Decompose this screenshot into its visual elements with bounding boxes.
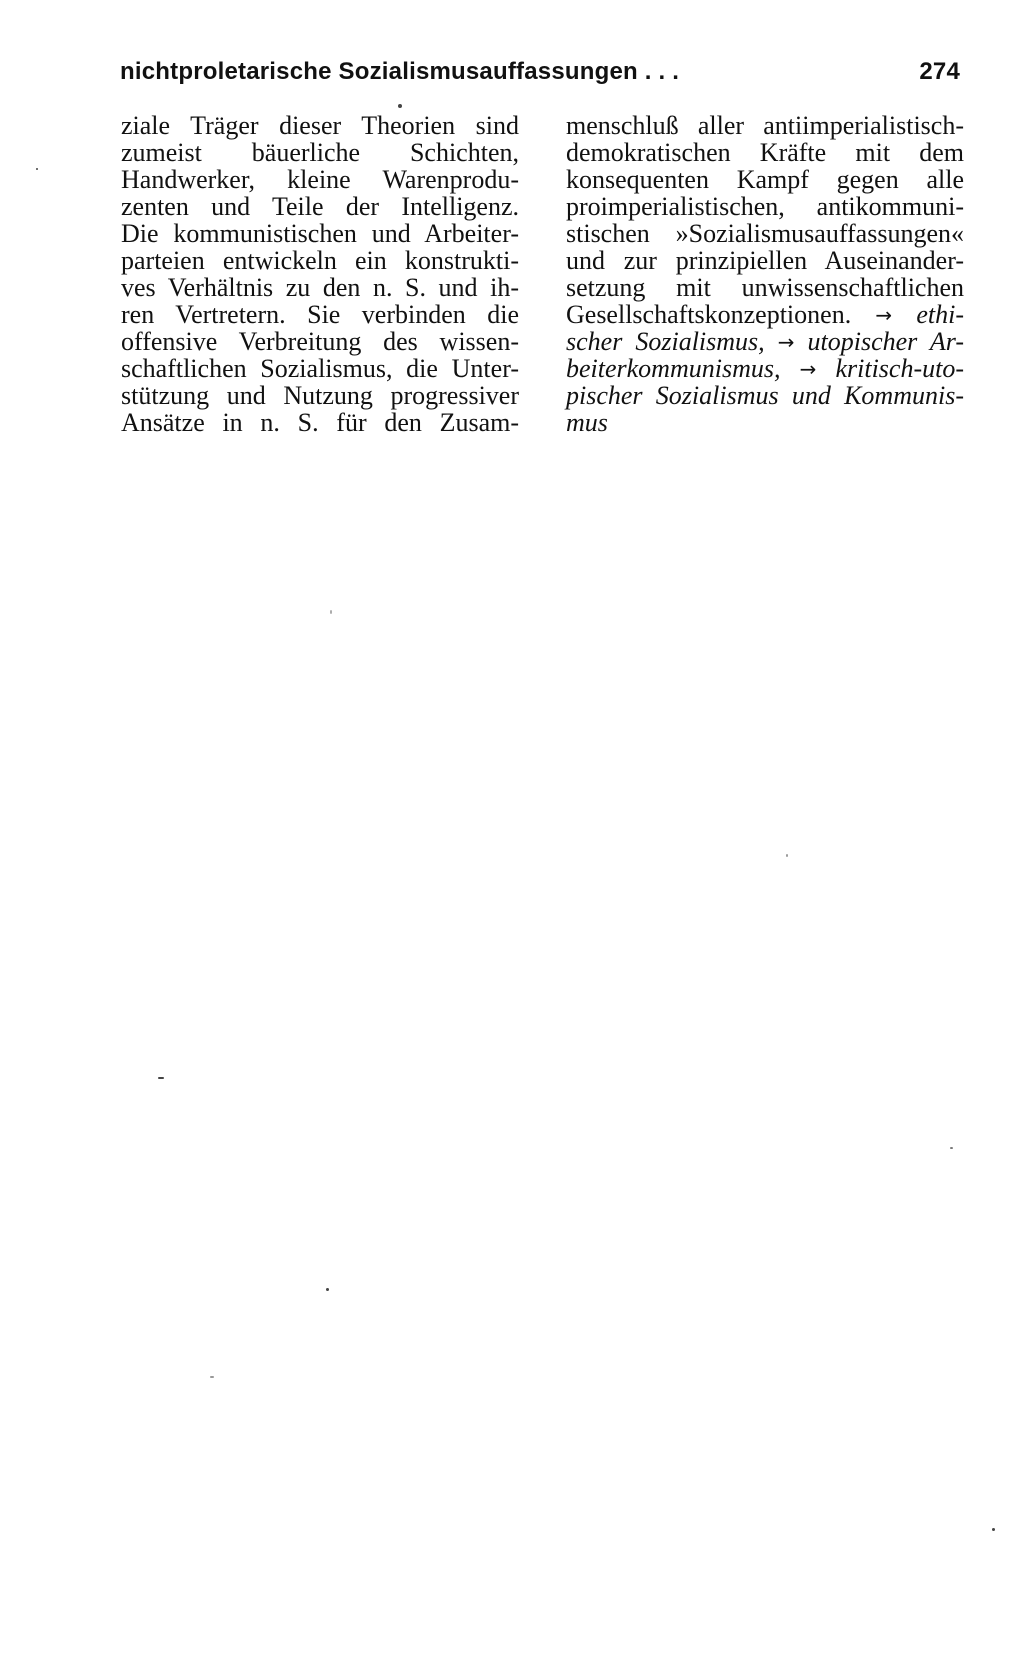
- cross-reference-arrow-icon: →: [799, 357, 817, 381]
- scan-speck: [210, 1376, 214, 1378]
- text-line: parteien entwickeln ein konstrukti-: [121, 246, 519, 275]
- cross-reference-line[interactable]: mus: [566, 408, 608, 437]
- text-line: ves Verhältnis zu den n. S. und ih-: [121, 273, 519, 302]
- scan-speck: [398, 104, 402, 108]
- scan-speck: [950, 1147, 953, 1149]
- right-column: [566, 112, 964, 436]
- text-segment: Gesellschaftskonzeptionen.: [566, 300, 852, 329]
- cross-reference[interactable]: kritisch-uto-: [835, 354, 964, 383]
- text-line-with-reference: [566, 355, 964, 382]
- text-line: setzung mit unwissenschaftlichen: [566, 273, 964, 302]
- text-line: konsequenten Kampf gegen alle: [566, 165, 964, 194]
- cross-reference-line[interactable]: pischer Sozialismus und Kommunis-: [566, 381, 964, 410]
- scan-speck: [326, 1288, 329, 1291]
- text-line-with-reference: [566, 328, 964, 355]
- scan-speck: [992, 1528, 995, 1531]
- text-line: schaftlichen Sozialismus, die Unter-: [121, 354, 519, 383]
- cross-reference[interactable]: ethi-: [916, 300, 965, 329]
- text-line: und zur prinzipiellen Auseinander-: [566, 246, 964, 275]
- page-header: [120, 58, 960, 98]
- left-column: [121, 112, 519, 436]
- cross-reference[interactable]: utopischer Ar-: [807, 327, 965, 356]
- text-line: ren Vertretern. Sie verbinden die: [121, 300, 519, 329]
- text-line: demokratischen Kräfte mit dem: [566, 138, 964, 167]
- scan-speck: [158, 1077, 164, 1079]
- cross-reference-arrow-icon: →: [875, 303, 893, 327]
- cross-reference[interactable]: beiterkommunismus,: [566, 354, 781, 383]
- text-line: Die kommunistischen und Arbeiter-: [121, 219, 519, 248]
- text-line: menschluß aller antiimperialistisch-: [566, 111, 964, 140]
- scan-speck: [330, 610, 332, 614]
- text-line: proimperialistischen, antikommuni-: [566, 192, 964, 221]
- text-line: stützung und Nutzung progressiver: [121, 381, 519, 410]
- text-line: zenten und Teile der Intelligenz.: [121, 192, 519, 221]
- text-line: offensive Verbreitung des wissen-: [121, 327, 519, 356]
- page-number: 274: [919, 58, 960, 85]
- scan-speck: [786, 854, 788, 857]
- text-line-with-reference: [566, 301, 964, 328]
- text-line: Handwerker, kleine Warenprodu-: [121, 165, 519, 194]
- scan-speck: [36, 168, 38, 170]
- text-line: zumeist bäuerliche Schichten,: [121, 138, 519, 167]
- text-line: stischen »Sozialismusauffassungen«: [566, 219, 964, 248]
- text-line: ziale Träger dieser Theorien sind: [121, 111, 519, 140]
- cross-reference-arrow-icon: →: [777, 330, 795, 354]
- running-title: nichtproletarische Sozialismusauffassungen . . .: [120, 58, 680, 85]
- cross-reference[interactable]: scher Sozialismus,: [566, 327, 765, 356]
- text-line: Ansätze in n. S. für den Zusam-: [121, 408, 519, 437]
